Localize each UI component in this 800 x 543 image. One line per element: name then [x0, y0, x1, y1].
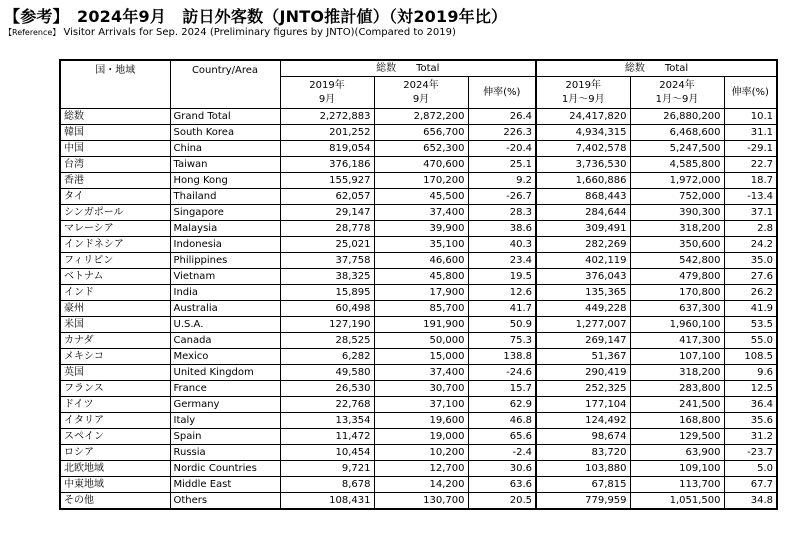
cell-region-jp: タイ [60, 189, 170, 205]
cell-ytd-2024: 1,960,100 [630, 317, 724, 333]
cell-sep-2019: 11,472 [280, 429, 374, 445]
table-row [60, 221, 777, 237]
cell-ytd-growth: 22.7 [724, 157, 777, 173]
cell-ytd-growth: 67.7 [724, 477, 777, 493]
page-subtitle [4, 27, 456, 38]
header-2024-sep-month: 9月 [412, 93, 430, 105]
header-2019-ytd [536, 77, 630, 109]
cell-ytd-2019: 376,043 [536, 269, 630, 285]
cell-region-en: Indonesia [170, 237, 280, 253]
cell-region-jp: フランス [60, 381, 170, 397]
cell-sep-2019: 9,721 [280, 461, 374, 477]
cell-ytd-2024: 5,247,500 [630, 141, 724, 157]
cell-sep-2024: 39,900 [374, 221, 468, 237]
cell-ytd-2024: 350,600 [630, 237, 724, 253]
cell-sep-2024: 85,700 [374, 301, 468, 317]
cell-sep-2024: 37,400 [374, 205, 468, 221]
cell-ytd-2024: 241,500 [630, 397, 724, 413]
subtitle-text: Visitor Arrivals for Sep. 2024 (Preliminary figures by JNTO)(Compared to 2019) [60, 27, 456, 38]
cell-sep-growth: 50.9 [468, 317, 536, 333]
cell-ytd-growth: 34.8 [724, 493, 777, 510]
cell-ytd-growth: 24.2 [724, 237, 777, 253]
cell-sep-growth: 19.5 [468, 269, 536, 285]
cell-ytd-2024: 4,585,800 [630, 157, 724, 173]
table-row [60, 125, 777, 141]
cell-region-jp: 台湾 [60, 157, 170, 173]
cell-ytd-growth: 36.4 [724, 397, 777, 413]
cell-sep-2019: 37,758 [280, 253, 374, 269]
cell-ytd-2019: 7,402,578 [536, 141, 630, 157]
cell-sep-growth: 28.3 [468, 205, 536, 221]
cell-sep-growth: 9.2 [468, 173, 536, 189]
cell-sep-growth: 12.6 [468, 285, 536, 301]
cell-region-jp: その他 [60, 493, 170, 510]
cell-sep-2019: 819,054 [280, 141, 374, 157]
cell-sep-2019: 38,325 [280, 269, 374, 285]
cell-ytd-2019: 51,367 [536, 349, 630, 365]
cell-sep-growth: 138.8 [468, 349, 536, 365]
cell-sep-2019: 127,190 [280, 317, 374, 333]
header-2019-ytd-months: 1月～9月 [561, 93, 605, 105]
header-growth-ytd: 伸率(%) [724, 77, 777, 109]
header-total-ytd: 総数 Total [536, 60, 777, 77]
cell-sep-2024: 45,500 [374, 189, 468, 205]
cell-ytd-2024: 318,200 [630, 365, 724, 381]
cell-ytd-2019: 103,880 [536, 461, 630, 477]
cell-ytd-2024: 318,200 [630, 221, 724, 237]
header-2024-ytd-months: 1月～9月 [655, 93, 699, 105]
cell-region-en: France [170, 381, 280, 397]
table-row [60, 333, 777, 349]
page-title: 【参考】 2024年9月 訪日外客数（JNTO推計値）（対2019年比） [4, 7, 508, 26]
cell-region-jp: マレーシア [60, 221, 170, 237]
cell-sep-growth: 26.4 [468, 109, 536, 125]
table-body [60, 109, 777, 510]
cell-region-en: Others [170, 493, 280, 510]
cell-sep-2024: 35,100 [374, 237, 468, 253]
header-2024-sep [374, 77, 468, 109]
cell-sep-2019: 28,778 [280, 221, 374, 237]
cell-sep-2024: 652,300 [374, 141, 468, 157]
cell-sep-2019: 10,454 [280, 445, 374, 461]
cell-region-en: Grand Total [170, 109, 280, 125]
cell-sep-growth: 23.4 [468, 253, 536, 269]
header-growth-monthly: 伸率(%) [468, 77, 536, 109]
cell-sep-2024: 19,000 [374, 429, 468, 445]
cell-ytd-2019: 449,228 [536, 301, 630, 317]
cell-sep-2024: 470,600 [374, 157, 468, 173]
cell-sep-2019: 15,895 [280, 285, 374, 301]
cell-sep-growth: 20.5 [468, 493, 536, 510]
cell-sep-growth: 62.9 [468, 397, 536, 413]
cell-ytd-growth: 27.6 [724, 269, 777, 285]
cell-ytd-2019: 290,419 [536, 365, 630, 381]
table-row [60, 173, 777, 189]
cell-sep-growth: 25.1 [468, 157, 536, 173]
table-row [60, 269, 777, 285]
table-row [60, 381, 777, 397]
cell-region-jp: 北欧地域 [60, 461, 170, 477]
cell-ytd-2024: 109,100 [630, 461, 724, 477]
cell-sep-growth: 65.6 [468, 429, 536, 445]
table-row-grand-total [60, 109, 777, 125]
cell-ytd-growth: 12.5 [724, 381, 777, 397]
cell-sep-2024: 2,872,200 [374, 109, 468, 125]
cell-region-en: China [170, 141, 280, 157]
cell-region-jp: 香港 [60, 173, 170, 189]
cell-sep-2024: 12,700 [374, 461, 468, 477]
cell-region-jp: イタリア [60, 413, 170, 429]
cell-sep-growth: 38.6 [468, 221, 536, 237]
cell-ytd-2024: 752,000 [630, 189, 724, 205]
cell-ytd-growth: 37.1 [724, 205, 777, 221]
cell-region-en: Taiwan [170, 157, 280, 173]
table-row [60, 365, 777, 381]
cell-region-en: Middle East [170, 477, 280, 493]
cell-region-jp: カナダ [60, 333, 170, 349]
cell-sep-2024: 10,200 [374, 445, 468, 461]
cell-region-en: Canada [170, 333, 280, 349]
cell-sep-2019: 26,530 [280, 381, 374, 397]
cell-region-en: Spain [170, 429, 280, 445]
visitor-arrivals-table [59, 59, 778, 510]
cell-region-jp: 中東地域 [60, 477, 170, 493]
cell-sep-growth: -24.6 [468, 365, 536, 381]
cell-sep-2019: 155,927 [280, 173, 374, 189]
cell-region-en: Philippines [170, 253, 280, 269]
cell-sep-2024: 130,700 [374, 493, 468, 510]
cell-ytd-2019: 3,736,530 [536, 157, 630, 173]
table-row [60, 349, 777, 365]
cell-region-en: Mexico [170, 349, 280, 365]
cell-ytd-2019: 1,277,007 [536, 317, 630, 333]
cell-ytd-2024: 542,800 [630, 253, 724, 269]
cell-sep-growth: -26.7 [468, 189, 536, 205]
cell-region-en: India [170, 285, 280, 301]
cell-ytd-2024: 1,051,500 [630, 493, 724, 510]
cell-sep-2019: 6,282 [280, 349, 374, 365]
cell-ytd-growth: 35.0 [724, 253, 777, 269]
header-2019-sep-year: 2019年 [309, 79, 345, 91]
cell-ytd-growth: 53.5 [724, 317, 777, 333]
cell-region-jp: 英国 [60, 365, 170, 381]
cell-sep-2024: 14,200 [374, 477, 468, 493]
cell-sep-growth: -20.4 [468, 141, 536, 157]
cell-sep-2019: 49,580 [280, 365, 374, 381]
cell-ytd-2024: 283,800 [630, 381, 724, 397]
cell-ytd-2019: 402,119 [536, 253, 630, 269]
cell-sep-growth: 30.6 [468, 461, 536, 477]
cell-ytd-2019: 24,417,820 [536, 109, 630, 125]
cell-sep-2024: 45,800 [374, 269, 468, 285]
cell-ytd-2019: 4,934,315 [536, 125, 630, 141]
cell-sep-2024: 46,600 [374, 253, 468, 269]
cell-ytd-growth: 31.1 [724, 125, 777, 141]
cell-ytd-growth: 9.6 [724, 365, 777, 381]
cell-sep-2019: 29,147 [280, 205, 374, 221]
cell-ytd-2024: 170,800 [630, 285, 724, 301]
cell-sep-growth: 46.8 [468, 413, 536, 429]
cell-sep-2024: 30,700 [374, 381, 468, 397]
cell-region-en: U.S.A. [170, 317, 280, 333]
cell-ytd-growth: 41.9 [724, 301, 777, 317]
cell-ytd-growth: 5.0 [724, 461, 777, 477]
cell-ytd-growth: 26.2 [724, 285, 777, 301]
cell-ytd-growth: 18.7 [724, 173, 777, 189]
header-2019-sep-month: 9月 [318, 93, 336, 105]
cell-ytd-2024: 26,880,200 [630, 109, 724, 125]
cell-ytd-2024: 637,300 [630, 301, 724, 317]
cell-ytd-2024: 129,500 [630, 429, 724, 445]
table-row [60, 317, 777, 333]
cell-ytd-growth: 31.2 [724, 429, 777, 445]
cell-ytd-2024: 6,468,600 [630, 125, 724, 141]
header-total-monthly: 総数 Total [280, 60, 536, 77]
cell-region-jp: 韓国 [60, 125, 170, 141]
cell-ytd-2019: 779,959 [536, 493, 630, 510]
cell-ytd-growth: 55.0 [724, 333, 777, 349]
table-row [60, 461, 777, 477]
reference-tag: 【Reference】 [4, 28, 61, 37]
cell-sep-2019: 25,021 [280, 237, 374, 253]
table-row [60, 397, 777, 413]
cell-ytd-2019: 282,269 [536, 237, 630, 253]
cell-region-jp: 中国 [60, 141, 170, 157]
cell-ytd-2019: 252,325 [536, 381, 630, 397]
cell-sep-2019: 108,431 [280, 493, 374, 510]
header-2024-sep-year: 2024年 [403, 79, 439, 91]
cell-sep-2019: 28,525 [280, 333, 374, 349]
cell-region-jp: ベトナム [60, 269, 170, 285]
cell-ytd-growth: 10.1 [724, 109, 777, 125]
cell-sep-2024: 656,700 [374, 125, 468, 141]
cell-sep-2019: 8,678 [280, 477, 374, 493]
cell-region-en: Italy [170, 413, 280, 429]
table-row [60, 285, 777, 301]
table-row [60, 477, 777, 493]
cell-ytd-2024: 1,972,000 [630, 173, 724, 189]
cell-ytd-growth: 108.5 [724, 349, 777, 365]
cell-ytd-2019: 284,644 [536, 205, 630, 221]
cell-ytd-2019: 177,104 [536, 397, 630, 413]
cell-ytd-2024: 417,300 [630, 333, 724, 349]
cell-sep-growth: 41.7 [468, 301, 536, 317]
cell-ytd-growth: -29.1 [724, 141, 777, 157]
cell-sep-2019: 2,272,883 [280, 109, 374, 125]
cell-sep-2024: 19,600 [374, 413, 468, 429]
cell-ytd-growth: 2.8 [724, 221, 777, 237]
table-row [60, 253, 777, 269]
cell-sep-2024: 191,900 [374, 317, 468, 333]
cell-region-jp: シンガポール [60, 205, 170, 221]
cell-ytd-2019: 135,365 [536, 285, 630, 301]
cell-region-jp: メキシコ [60, 349, 170, 365]
cell-ytd-2024: 479,800 [630, 269, 724, 285]
cell-region-en: Russia [170, 445, 280, 461]
header-region-jp: 国・地域 [60, 60, 170, 109]
cell-region-jp: 総数 [60, 109, 170, 125]
cell-sep-growth: 75.3 [468, 333, 536, 349]
cell-region-en: Thailand [170, 189, 280, 205]
cell-sep-2024: 50,000 [374, 333, 468, 349]
cell-region-en: Malaysia [170, 221, 280, 237]
cell-sep-growth: 226.3 [468, 125, 536, 141]
header-2024-ytd [630, 77, 724, 109]
cell-ytd-2019: 124,492 [536, 413, 630, 429]
cell-ytd-2019: 1,660,886 [536, 173, 630, 189]
cell-ytd-growth: -13.4 [724, 189, 777, 205]
cell-ytd-2019: 67,815 [536, 477, 630, 493]
cell-sep-2019: 201,252 [280, 125, 374, 141]
table-row [60, 157, 777, 173]
cell-region-jp: 豪州 [60, 301, 170, 317]
cell-ytd-2024: 63,900 [630, 445, 724, 461]
table-row [60, 429, 777, 445]
cell-region-jp: 米国 [60, 317, 170, 333]
cell-region-en: Australia [170, 301, 280, 317]
cell-sep-2019: 60,498 [280, 301, 374, 317]
table-row [60, 205, 777, 221]
cell-region-en: Germany [170, 397, 280, 413]
cell-region-en: South Korea [170, 125, 280, 141]
cell-region-jp: スペイン [60, 429, 170, 445]
cell-ytd-2019: 269,147 [536, 333, 630, 349]
header-2019-sep [280, 77, 374, 109]
cell-region-jp: インド [60, 285, 170, 301]
cell-ytd-2019: 98,674 [536, 429, 630, 445]
cell-ytd-2024: 113,700 [630, 477, 724, 493]
cell-sep-2019: 376,186 [280, 157, 374, 173]
header-region-en: Country/Area [170, 60, 280, 109]
cell-sep-2019: 13,354 [280, 413, 374, 429]
cell-sep-2024: 15,000 [374, 349, 468, 365]
cell-ytd-2019: 309,491 [536, 221, 630, 237]
cell-region-en: Vietnam [170, 269, 280, 285]
cell-sep-2019: 62,057 [280, 189, 374, 205]
cell-region-en: Nordic Countries [170, 461, 280, 477]
cell-ytd-2024: 168,800 [630, 413, 724, 429]
cell-region-jp: インドネシア [60, 237, 170, 253]
table-row [60, 493, 777, 510]
table-row [60, 445, 777, 461]
cell-region-jp: ドイツ [60, 397, 170, 413]
cell-ytd-2019: 83,720 [536, 445, 630, 461]
cell-ytd-growth: 35.6 [724, 413, 777, 429]
cell-sep-2024: 17,900 [374, 285, 468, 301]
header-2024-ytd-year: 2024年 [659, 79, 695, 91]
cell-ytd-2024: 390,300 [630, 205, 724, 221]
cell-region-en: United Kingdom [170, 365, 280, 381]
cell-ytd-2019: 868,443 [536, 189, 630, 205]
cell-region-jp: ロシア [60, 445, 170, 461]
cell-sep-2024: 37,400 [374, 365, 468, 381]
header-2019-ytd-year: 2019年 [565, 79, 601, 91]
cell-sep-growth: 63.6 [468, 477, 536, 493]
cell-region-jp: フィリピン [60, 253, 170, 269]
cell-sep-growth: -2.4 [468, 445, 536, 461]
cell-sep-growth: 15.7 [468, 381, 536, 397]
table-row [60, 237, 777, 253]
table-row [60, 301, 777, 317]
cell-sep-growth: 40.3 [468, 237, 536, 253]
table-row [60, 189, 777, 205]
cell-region-en: Hong Kong [170, 173, 280, 189]
table-row [60, 413, 777, 429]
cell-ytd-growth: -23.7 [724, 445, 777, 461]
cell-sep-2019: 22,768 [280, 397, 374, 413]
cell-sep-2024: 37,100 [374, 397, 468, 413]
cell-sep-2024: 170,200 [374, 173, 468, 189]
cell-ytd-2024: 107,100 [630, 349, 724, 365]
cell-region-en: Singapore [170, 205, 280, 221]
table-row [60, 141, 777, 157]
